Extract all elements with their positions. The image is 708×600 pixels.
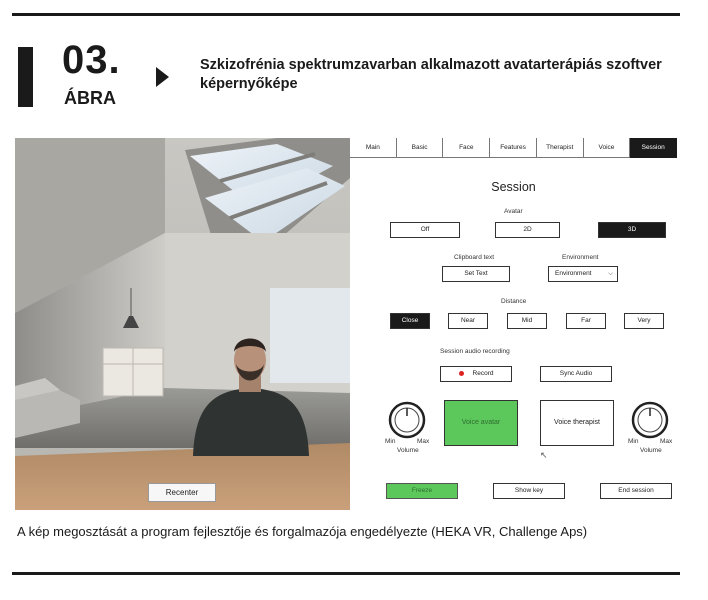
figure-number: 03. [62,38,121,82]
distance-mid-button[interactable]: Mid [507,313,547,329]
chevron-down-icon: ⌵ [608,270,613,277]
tab-main[interactable]: Main [350,138,397,158]
recenter-button[interactable]: Recenter [148,483,216,502]
distance-near-button[interactable]: Near [448,313,488,329]
knob-dial-icon [383,400,431,440]
record-label: Record [472,370,494,377]
volume-min-label: Min [628,438,639,445]
room-scene-illustration [15,138,350,510]
avatar-off-button[interactable]: Off [390,222,460,238]
avatar-label: Avatar [504,208,523,215]
environment-label: Environment [562,254,599,261]
voice-avatar-pad[interactable] [444,400,518,446]
tab-therapist[interactable]: Therapist [537,138,584,158]
tab-voice[interactable]: Voice [584,138,631,158]
figure-label: ÁBRA [64,88,116,108]
show-key-button[interactable]: Show key [493,483,565,499]
recording-label: Session audio recording [440,348,510,355]
knob-dial-icon [626,400,674,440]
tab-session[interactable]: Session [630,138,677,158]
record-dot-icon [459,371,464,376]
voice-therapist-pad[interactable] [540,400,614,446]
figure-title: Szkizofrénia spektrumzavarban alkalmazott avatarterápiás szoftver képernyőképe [200,57,662,92]
panel-title: Session [491,180,536,194]
sync-audio-button[interactable]: Sync Audio [540,366,612,382]
play-arrow-icon [156,67,169,87]
top-rule [12,13,680,16]
tab-basic[interactable]: Basic [397,138,444,158]
distance-far-button[interactable]: Far [566,313,606,329]
record-button[interactable] [440,366,512,382]
distance-close-button[interactable]: Close [390,313,430,329]
volume-label: Volume [640,447,662,454]
avatar-3d-button[interactable]: 3D [598,222,666,238]
volume-knob-left[interactable] [383,400,431,460]
environment-value: Environment [555,270,592,277]
voice-avatar-label: Voice avatar [461,419,501,426]
figure-marker-bar [18,47,33,107]
voice-therapist-label: Voice therapist [554,419,600,426]
volume-min-label: Min [385,438,396,445]
session-control-panel [350,138,677,510]
set-text-button[interactable]: Set Text [442,266,510,282]
clipboard-label: Clipboard text [454,254,495,261]
bottom-rule [12,572,680,575]
tab-bar [350,138,677,158]
figure-caption: A kép megosztását a program fejlesztője és forgalmazója engedélyezte (HEKA VR, Challenge Aps) [17,524,588,539]
distance-very-button[interactable]: Very [624,313,664,329]
volume-label: Volume [397,447,419,454]
end-session-button[interactable]: End session [600,483,672,499]
environment-select[interactable] [548,266,618,282]
software-screenshot [15,138,677,510]
distance-label: Distance [501,298,527,305]
volume-max-label: Max [660,438,673,445]
mouse-cursor-icon: ↖ [540,450,548,460]
freeze-button[interactable]: Freeze [386,483,458,499]
volume-max-label: Max [417,438,430,445]
volume-knob-right[interactable] [626,400,674,460]
vr-scene-view [15,138,350,510]
tab-features[interactable]: Features [490,138,537,158]
avatar-2d-button[interactable]: 2D [495,222,560,238]
tab-face[interactable]: Face [443,138,490,158]
